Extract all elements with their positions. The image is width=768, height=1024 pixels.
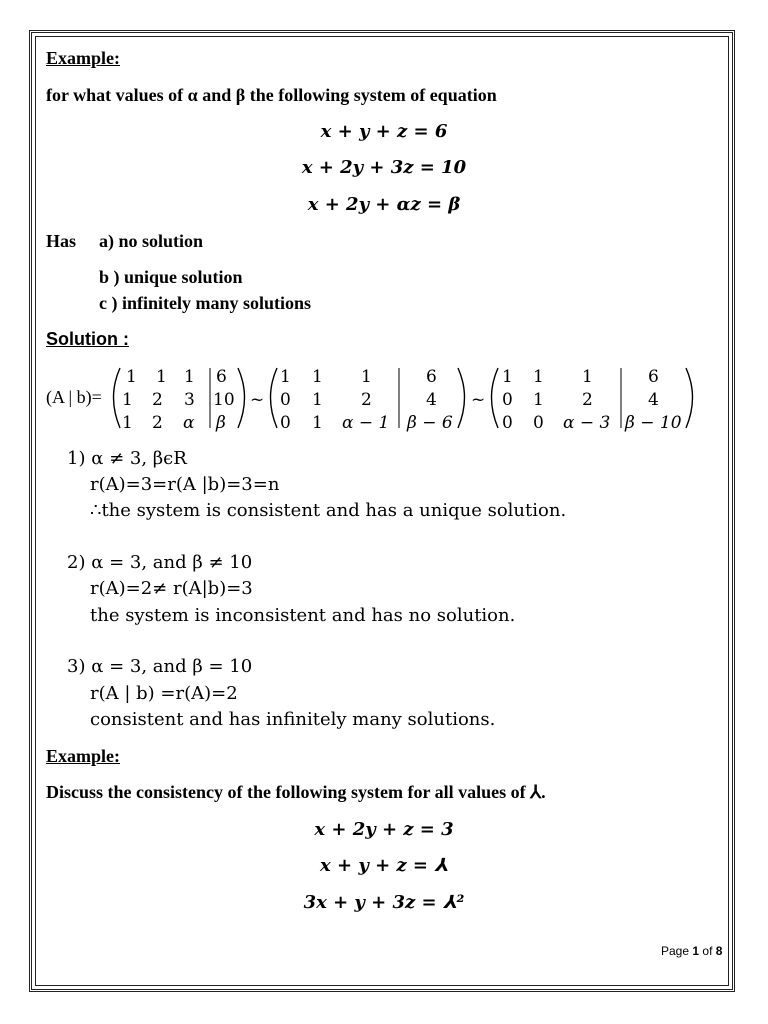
- augmented-matrices: [0, 360, 768, 440]
- case-1-condition: 1) α ≠ 3, βϵR: [67, 448, 187, 469]
- m2-r2c0: 0: [280, 413, 291, 433]
- example-2-equation-3: 3x + y + 3z = ⅄²: [303, 892, 465, 913]
- option-c: c ) infinitely many solutions: [99, 293, 312, 313]
- matrix-2: [271, 367, 465, 433]
- m3-r2c3: β − 10: [625, 413, 682, 433]
- m1-r1c1: 2: [152, 390, 163, 410]
- page-number: [661, 944, 722, 958]
- m1-r0c2: 1: [184, 367, 195, 387]
- m3-r1c3: 4: [648, 390, 659, 410]
- m2-r2c3: β − 6: [407, 413, 453, 433]
- case-3-condition: 3) α = 3, and β = 10: [67, 656, 253, 677]
- case-1-conclusion: ∴the system is consistent and has a unique solution.: [90, 500, 567, 521]
- example-2-equation-1: x + 2y + z = 3: [314, 819, 454, 840]
- m3-r1c2: 2: [582, 390, 593, 410]
- solution-heading: Solution :: [46, 329, 129, 349]
- m2-r2c2: α − 1: [342, 413, 390, 433]
- m1-r1c2: 3: [184, 390, 195, 410]
- example-2-question: Discuss the consistency of the following system for all values of ⅄.: [46, 782, 546, 802]
- equation-3: x + 2y + αz = β: [307, 194, 461, 215]
- m2-r0c1: 1: [312, 367, 323, 387]
- case-2-conclusion: the system is inconsistent and has no solution.: [90, 605, 516, 626]
- page-current: 1: [692, 944, 700, 958]
- m2-r1c1: 1: [312, 390, 323, 410]
- example-2-heading: Example:: [46, 746, 120, 766]
- m3-r0c3: 6: [648, 367, 659, 387]
- m1-r2c2: α: [183, 413, 195, 433]
- m1-r2c0: 1: [122, 413, 133, 433]
- m2-r0c0: 1: [280, 367, 291, 387]
- m2-r1c0: 0: [280, 390, 291, 410]
- example-heading: Example:: [46, 48, 120, 68]
- augmented-label: (A | b)=: [46, 387, 102, 407]
- m1-r2c3: β: [216, 413, 226, 433]
- page-total: 8: [715, 944, 723, 958]
- m2-r2c1: 1: [312, 413, 323, 433]
- matrix-3: [492, 367, 693, 433]
- m3-r2c1: 0: [533, 413, 544, 433]
- case-2-condition: 2) α = 3, and β ≠ 10: [67, 552, 253, 573]
- page-label: Page: [661, 944, 690, 958]
- m3-r0c1: 1: [533, 367, 544, 387]
- tilde-2: ~: [471, 390, 486, 410]
- m3-r0c2: 1: [582, 367, 593, 387]
- m3-r2c0: 0: [502, 413, 513, 433]
- m1-r0c3: 6: [216, 367, 227, 387]
- matrix-1: [114, 367, 245, 433]
- m3-r1c0: 0: [502, 390, 513, 410]
- m1-r2c1: 2: [152, 413, 163, 433]
- option-a: a) no solution: [99, 231, 204, 251]
- m1-r0c1: 1: [156, 367, 167, 387]
- m1-r1c0: 1: [122, 390, 133, 410]
- case-3-rank: r(A | b) =r(A)=2: [90, 683, 238, 704]
- m3-r1c1: 1: [533, 390, 544, 410]
- m2-r0c2: 1: [361, 367, 372, 387]
- has-label: Has: [46, 231, 77, 251]
- equation-2: x + 2y + 3z = 10: [301, 157, 467, 178]
- m3-r2c2: α − 3: [563, 413, 611, 433]
- example-2-equation-2: x + y + z = ⅄: [320, 855, 448, 876]
- m2-r1c3: 4: [426, 390, 437, 410]
- m2-r1c2: 2: [361, 390, 372, 410]
- case-1-rank: r(A)=3=r(A |b)=3=n: [90, 474, 280, 495]
- m1-r1c3: 10: [213, 390, 235, 410]
- option-b: b ) unique solution: [99, 267, 243, 287]
- equation-1: x + y + z = 6: [320, 121, 448, 142]
- of-label: of: [702, 944, 713, 958]
- tilde-1: ~: [250, 390, 265, 410]
- case-3-conclusion: consistent and has infinitely many solutions.: [90, 709, 496, 730]
- example-question: for what values of α and β the following system of equation: [46, 85, 497, 105]
- m1-r0c0: 1: [126, 367, 137, 387]
- case-2-rank: r(A)=2≠ r(A|b)=3: [90, 578, 253, 599]
- m3-r0c0: 1: [502, 367, 513, 387]
- m2-r0c3: 6: [426, 367, 437, 387]
